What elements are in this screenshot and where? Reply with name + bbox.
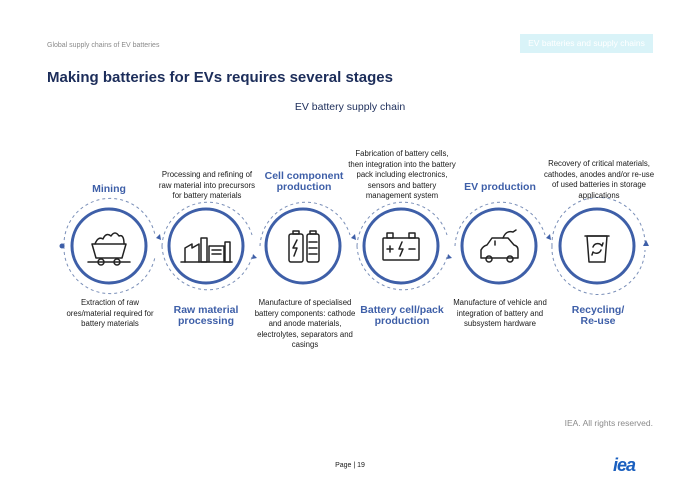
- arrowhead-1: [156, 234, 161, 240]
- stage-circle-ev: [462, 209, 536, 283]
- stage-label-battery-pack-production: Battery cell/pack production: [360, 304, 444, 327]
- diagram-title: EV battery supply chain: [294, 101, 406, 113]
- arrowhead-5: [546, 234, 551, 240]
- stage-circle-recycling: [560, 209, 634, 283]
- arrowhead-2: [252, 254, 257, 259]
- page-title: Making batteries for EVs requires several stages: [47, 69, 393, 86]
- section-tag[interactable]: EV batteries and supply chains: [520, 34, 653, 53]
- stage-description-battery-pack-production: Fabrication of battery cells, then integration into the battery pack including electronics, sensors and battery management system: [348, 149, 456, 200]
- flow-start-dot: [60, 244, 65, 249]
- stage-description-mining: Extraction of raw ores/material required for battery materials: [66, 298, 154, 328]
- stage-label-mining: Mining: [92, 183, 126, 195]
- stage-label-ev-production: EV production: [464, 181, 536, 193]
- stage-label-recycling: Recycling/ Re-use: [571, 304, 625, 327]
- stage-description-cell-component-production: Manufacture of specialised battery components: cathode and anode materials, electrolytes, separators and casings: [254, 298, 356, 349]
- arrowhead-6: [643, 240, 649, 246]
- copyright-note: IEA. All rights reserved.: [564, 418, 653, 428]
- stage-description-recycling: Recovery of critical materials, cathodes, anodes and/or re-use of used batteries in storage applications: [543, 159, 655, 200]
- stage-circle-processing: [169, 209, 243, 283]
- arrowhead-4: [447, 254, 452, 259]
- stage-circle-mining: [72, 209, 146, 283]
- report-title: Global supply chains of EV batteries: [47, 42, 160, 49]
- flow-arcs: [64, 197, 645, 294]
- page-number: Page | 19: [335, 462, 365, 469]
- iea-logo[interactable]: iea: [613, 455, 636, 475]
- stage-circles: [72, 209, 634, 283]
- stage-description-raw-material-processing: Processing and refining of raw material into precursors for battery materials: [158, 170, 256, 200]
- stage-description-ev-production: Manufacture of vehicle and integration of battery and subsystem hardware: [453, 298, 547, 328]
- arrowhead-3: [351, 234, 356, 240]
- stage-label-cell-component-production: Cell component production: [264, 170, 344, 193]
- stage-label-raw-material-processing: Raw material processing: [173, 304, 239, 327]
